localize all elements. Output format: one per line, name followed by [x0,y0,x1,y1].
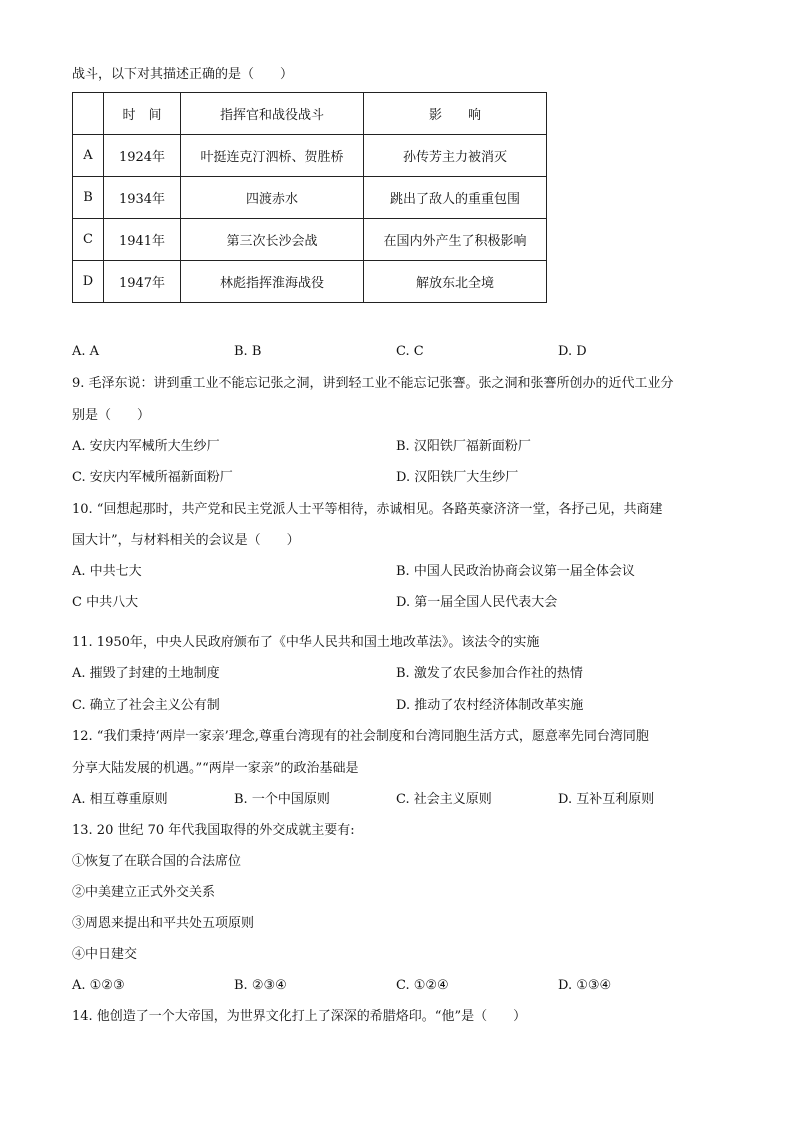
table-cell: 在国内外产生了积极影响 [364,219,547,261]
table-cell: 1934年 [104,177,181,219]
q13-item: ①恢复了在联合国的合法席位 [72,854,242,869]
q8-option-d[interactable]: D. D [558,344,587,359]
table-cell: 解放东北全境 [364,261,547,303]
q10-option-d[interactable]: D. 第一届全国人民代表大会 [396,595,558,610]
q9-option-b[interactable]: B. 汉阳铁厂福新面粉厂 [396,439,531,454]
q13-option-d[interactable]: D. ①③④ [558,978,612,993]
q11-option-c[interactable]: C. 确立了社会主义公有制 [72,698,220,713]
q12-stem-line1: 12. “我们秉持‘两岸一家亲’理念,尊重台湾现有的社会制度和台湾同胞生活方式，愿意率先同台湾同胞 [72,729,649,744]
q12-option-a[interactable]: A. 相互尊重原则 [72,792,168,807]
table-header-cell [73,93,104,135]
table-header-cell: 指挥官和战役战斗 [181,93,364,135]
table-cell: 第三次长沙会战 [181,219,364,261]
table-row [73,219,547,261]
table-cell: 跳出了敌人的重重包围 [364,177,547,219]
table-cell: 叶挺连克汀泗桥、贺胜桥 [181,135,364,177]
q8-option-c[interactable]: C. C [396,344,424,359]
table-row [73,261,547,303]
q10-option-b[interactable]: B. 中国人民政治协商会议第一届全体会议 [396,564,635,579]
q9-option-a[interactable]: A. 安庆内军械所大生纱厂 [72,439,220,454]
q9-option-d[interactable]: D. 汉阳铁厂大生纱厂 [396,470,519,485]
q13-stem-line1: 13. 20 世纪 70 年代我国取得的外交成就主要有: [72,823,355,838]
q11-option-b[interactable]: B. 激发了农民参加合作社的热情 [396,666,583,681]
table-header-cell: 时 间 [104,93,181,135]
q13-item: ②中美建立正式外交关系 [72,885,216,900]
q9-option-c[interactable]: C. 安庆内军械所福新面粉厂 [72,470,233,485]
table-header-cell: 影 响 [364,93,547,135]
q10-stem-line2: 国大计”，与材料相关的会议是（ ） [72,533,300,548]
q10-stem-line1: 10. “回想起那时，共产党和民主党派人士平等相待，赤诚相见。各路英豪济济一堂，各抒己见，共商建 [72,502,663,517]
q13-item: ④中日建交 [72,947,138,962]
q10-option-a[interactable]: A. 中共七大 [72,564,142,579]
table-row [73,177,547,219]
q8-table [72,92,547,303]
q8-stem-tail: 战斗，以下对其描述正确的是（ ） [72,67,294,82]
table-cell: 林彪指挥淮海战役 [181,261,364,303]
q11-stem-line1: 11. 1950年，中央人民政府颁布了《中华人民共和国土地改革法》。该法令的实施 [72,635,540,650]
q13-option-b[interactable]: B. ②③④ [234,978,287,993]
table-header-row [73,93,547,135]
q8-option-b[interactable]: B. B [234,344,262,359]
q13-option-a[interactable]: A. ①②③ [72,978,125,993]
table-cell: 1924年 [104,135,181,177]
q12-option-b[interactable]: B. 一个中国原则 [234,792,330,807]
q13-option-c[interactable]: C. ①②④ [396,978,449,993]
q10-option-c[interactable]: C 中共八大 [72,595,139,610]
q12-stem-line2: 分享大陆发展的机遇。”“两岸一家亲”的政治基础是 [72,761,359,776]
table-cell: 1947年 [104,261,181,303]
table-cell: D [73,261,104,303]
q14-stem-line1: 14. 他创造了一个大帝国，为世界文化打上了深深的希腊烙印。“他”是（ ） [72,1009,527,1024]
q13-item: ③周恩来提出和平共处五项原则 [72,916,255,931]
q9-stem-line2: 别是（ ） [72,408,151,423]
q12-option-d[interactable]: D. 互补互利原则 [558,792,655,807]
q12-option-c[interactable]: C. 社会主义原则 [396,792,492,807]
table-cell: 1941年 [104,219,181,261]
q11-option-a[interactable]: A. 摧毁了封建的土地制度 [72,666,220,681]
q11-option-d[interactable]: D. 推动了农村经济体制改革实施 [396,698,584,713]
table-cell: B [73,177,104,219]
table-cell: A [73,135,104,177]
table-cell: 孙传芳主力被消灭 [364,135,547,177]
table-cell: 四渡赤水 [181,177,364,219]
q9-stem-line1: 9. 毛泽东说：讲到重工业不能忘记张之洞，讲到轻工业不能忘记张謇。张之洞和张謇所创办的近代工业分 [72,376,674,391]
q8-option-a[interactable]: A. A [72,344,100,359]
table-row [73,135,547,177]
table-cell: C [73,219,104,261]
